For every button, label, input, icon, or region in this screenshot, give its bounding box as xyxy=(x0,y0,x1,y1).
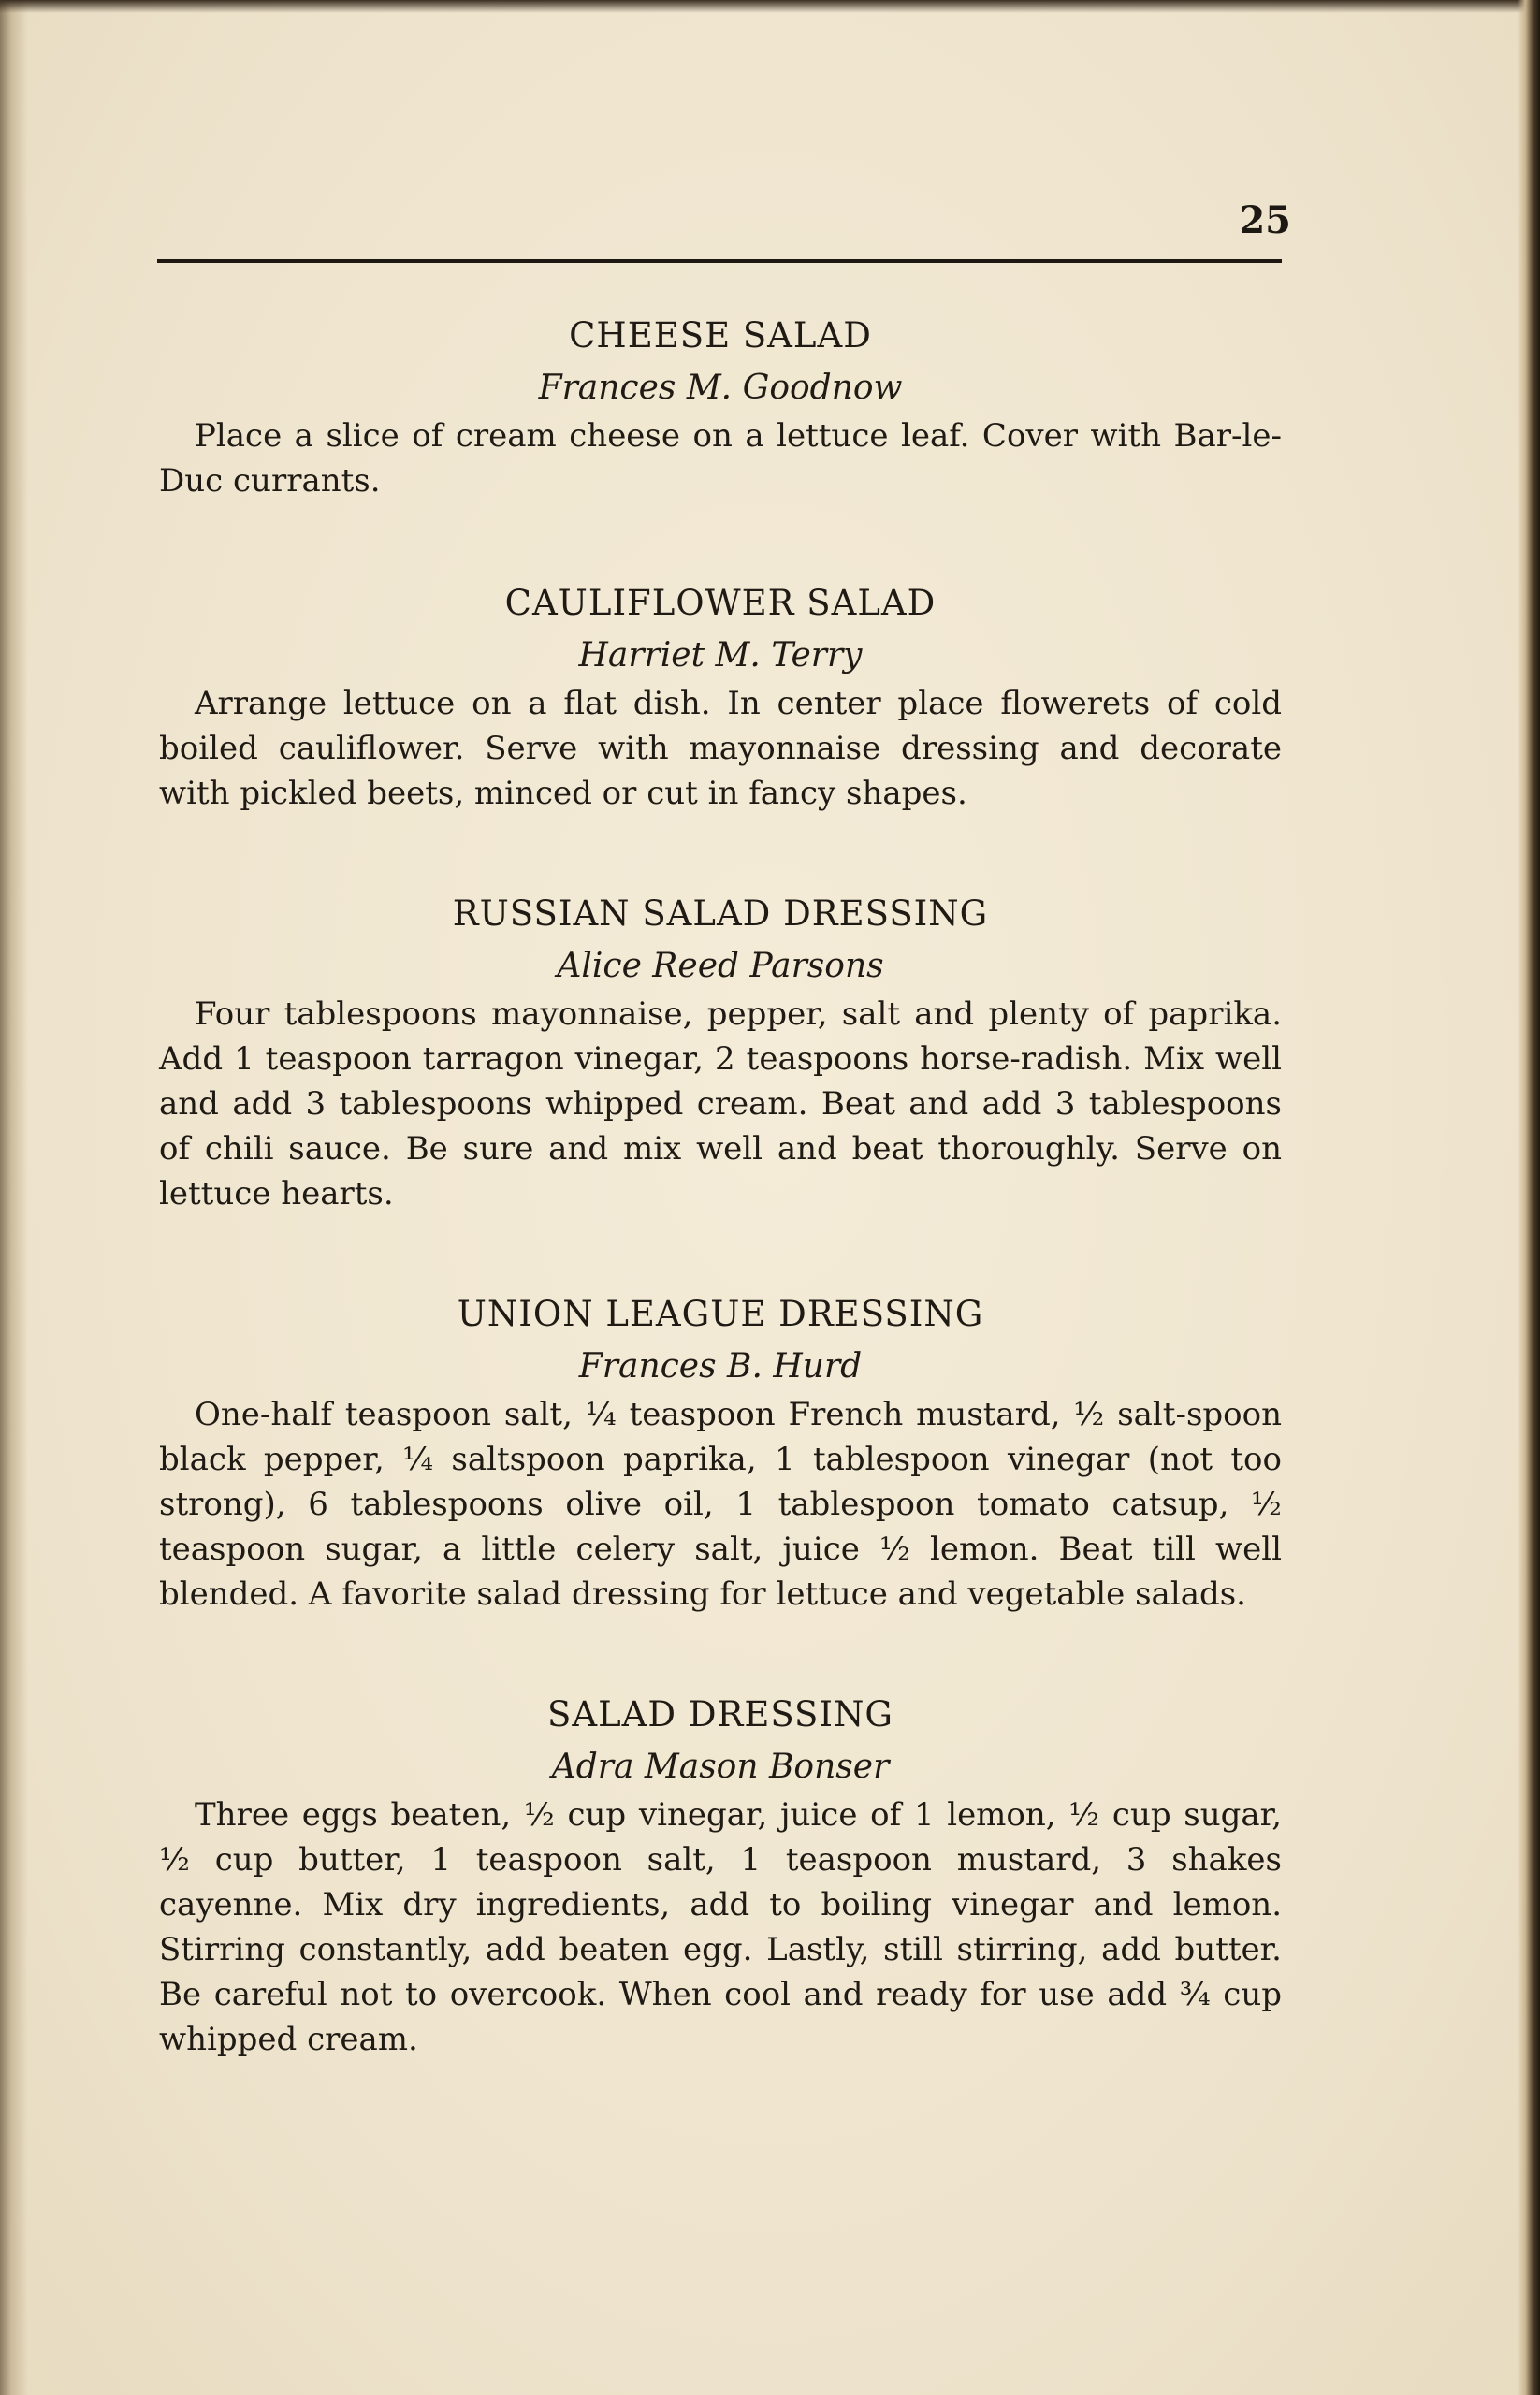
page-top-edge xyxy=(0,0,1540,13)
recipe-body: One-half teaspoon salt, ¼ teaspoon French mustard, ½ salt-spoon black pepper, ¼ saltspoon paprika, 1 tablespoon vinegar (not too strong), 6 tablespoons olive oil, 1 tablespoon tomato catsup, ½ teaspoon sugar, a little celery salt, juice ½ lemon. Beat till well blended. A favorite salad dressing for lettuce and vegetable salads. xyxy=(159,1396,1282,1613)
recipe-author: Alice Reed Parsons xyxy=(557,947,884,985)
recipe-cheese-salad xyxy=(159,309,1282,503)
recipe-author: Adra Mason Bonser xyxy=(551,1748,890,1786)
recipe-author: Frances M. Goodnow xyxy=(538,369,903,407)
recipe-author: Frances B. Hurd xyxy=(578,1347,863,1386)
recipe-russian-salad-dressing xyxy=(159,887,1282,1216)
recipe-body: Three eggs beaten, ½ cup vinegar, juice of 1 lemon, ½ cup sugar, ½ cup butter, 1 teaspoon salt, 1 teaspoon mustard, 3 shakes cayenne. Mix dry ingredients, add to boiling vinegar and lemon. Stirring constantly, add beaten egg. Lastly, still stirring, add butter. Be careful not to overcook. When cool and ready for use add ¾ cup whipped cream. xyxy=(159,1796,1282,2058)
recipe-title: SALAD DRESSING xyxy=(547,1694,893,1735)
recipe-union-league-dressing xyxy=(159,1287,1282,1617)
recipe-list xyxy=(159,309,1282,2062)
recipe-title: CAULIFLOWER SALAD xyxy=(504,583,937,623)
recipe-title: RUSSIAN SALAD DRESSING xyxy=(452,893,989,934)
recipe-body: Four tablespoons mayonnaise, pepper, salt and plenty of paprika. Add 1 teaspoon tarragon vinegar, 2 teaspoons horse-radish. Mix well and add 3 tablespoons whipped cream. Beat and add 3 tablespoons of chili sauce. Be sure and mix well and beat thoroughly. Serve on lettuce hearts. xyxy=(159,995,1282,1212)
recipe-salad-dressing xyxy=(159,1688,1282,2062)
page-spine-shadow xyxy=(0,0,28,2395)
page-right-edge xyxy=(1518,0,1540,2395)
recipe-body: Arrange lettuce on a flat dish. In center place flowerets of cold boiled cauliflower. Serve with mayonnaise dressing and decorate with pickled beets, minced or cut in fancy shapes. xyxy=(159,685,1282,812)
header-rule xyxy=(157,259,1282,263)
recipe-title: CHEESE SALAD xyxy=(569,315,872,356)
page-number: 25 xyxy=(1239,198,1291,242)
recipe-title: UNION LEAGUE DRESSING xyxy=(457,1294,984,1334)
recipe-body: Place a slice of cream cheese on a lettuce leaf. Cover with Bar-le-Duc currants. xyxy=(159,417,1282,500)
recipe-cauliflower-salad xyxy=(159,576,1282,816)
recipe-author: Harriet M. Terry xyxy=(578,636,863,675)
